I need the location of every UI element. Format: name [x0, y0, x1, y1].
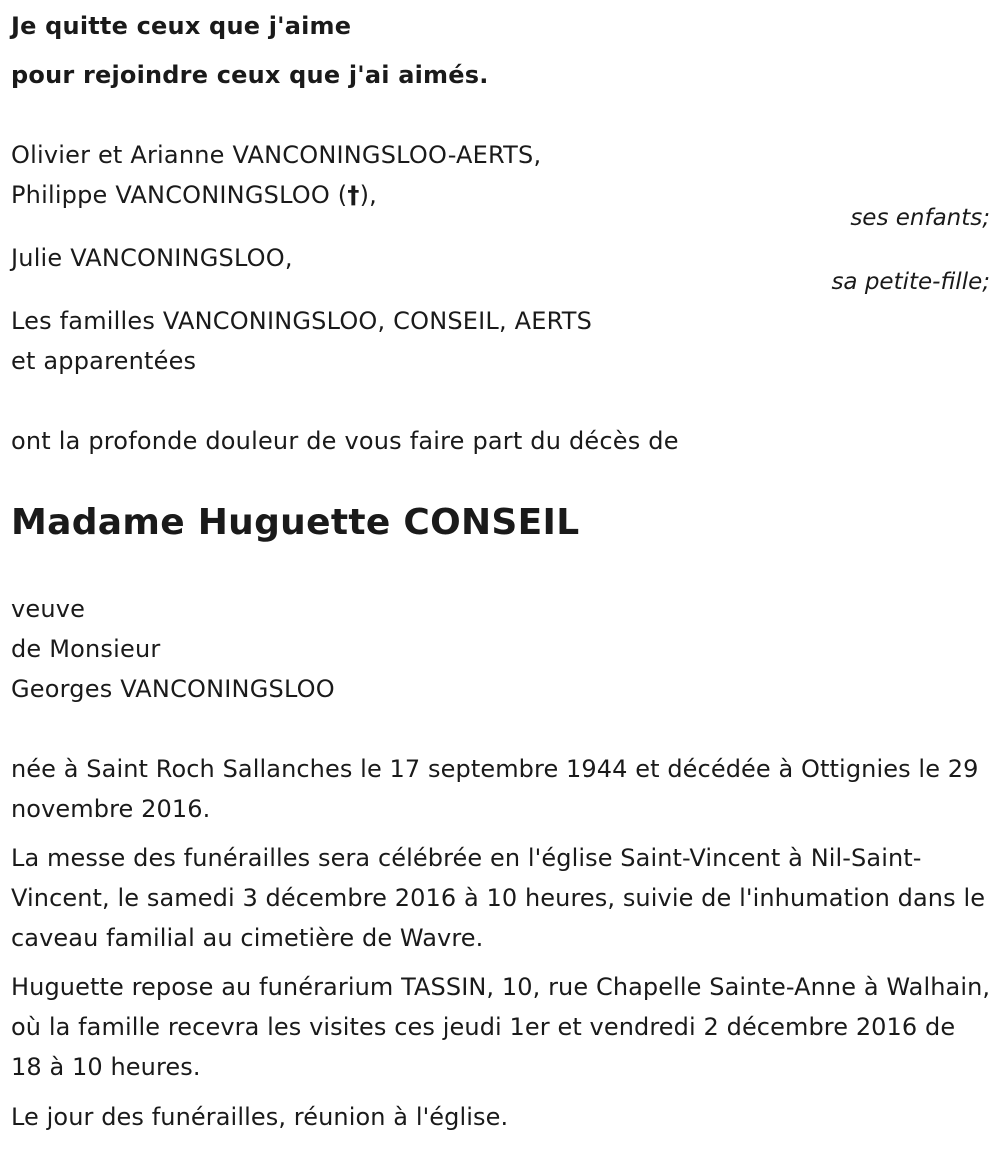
families-line-1: Les familles VANCONINGSLOO, CONSEIL, AERTS: [11, 307, 593, 335]
family-grandchild: Julie VANCONINGSLOO,: [11, 244, 293, 272]
announcement: ont la profonde douleur de vous faire part du décès de: [11, 427, 679, 455]
family-child-1: Olivier et Arianne VANCONINGSLOO-AERTS,: [11, 141, 542, 169]
widow-line-2: de Monsieur: [11, 635, 161, 663]
motto-line-1: Je quitte ceux que j'aime: [11, 12, 352, 40]
meeting-paragraph: Le jour des funérailles, réunion à l'église.: [11, 1103, 509, 1131]
deceased-name: Madame Huguette CONSEIL: [11, 502, 580, 543]
children-role: ses enfants;: [850, 205, 990, 231]
family-child-2: [11, 175, 377, 215]
grandchild-role: sa petite-fille;: [831, 269, 990, 295]
cross-icon: †: [347, 181, 360, 209]
widow-line-1: veuve: [11, 595, 86, 623]
funeral-paragraph: La messe des funérailles sera célébrée en l'église Saint-Vincent à Nil-Saint-Vincent, le samedi 3 décembre 2016 à 10 heures, suivie de l'inhumation dans le caveau familial au cimetière de Wavre.: [11, 844, 986, 952]
families-line-2: et apparentées: [11, 347, 197, 375]
family-child-2-end: ),: [359, 181, 377, 209]
visitation-paragraph: Huguette repose au funérarium TASSIN, 10, rue Chapelle Sainte-Anne à Walhain, où la famille recevra les visites ces jeudi 1er et vendredi 2 décembre 2016 de 18 à 10 heures.: [11, 973, 991, 1081]
birth-death-paragraph: née à Saint Roch Sallanches le 17 septembre 1944 et décédée à Ottignies le 29 novembre 2016.: [11, 755, 979, 823]
family-child-2-name: Philippe VANCONINGSLOO (: [11, 181, 348, 209]
widow-line-3: Georges VANCONINGSLOO: [11, 675, 335, 703]
motto-line-2: pour rejoindre ceux que j'ai aimés.: [11, 61, 489, 89]
